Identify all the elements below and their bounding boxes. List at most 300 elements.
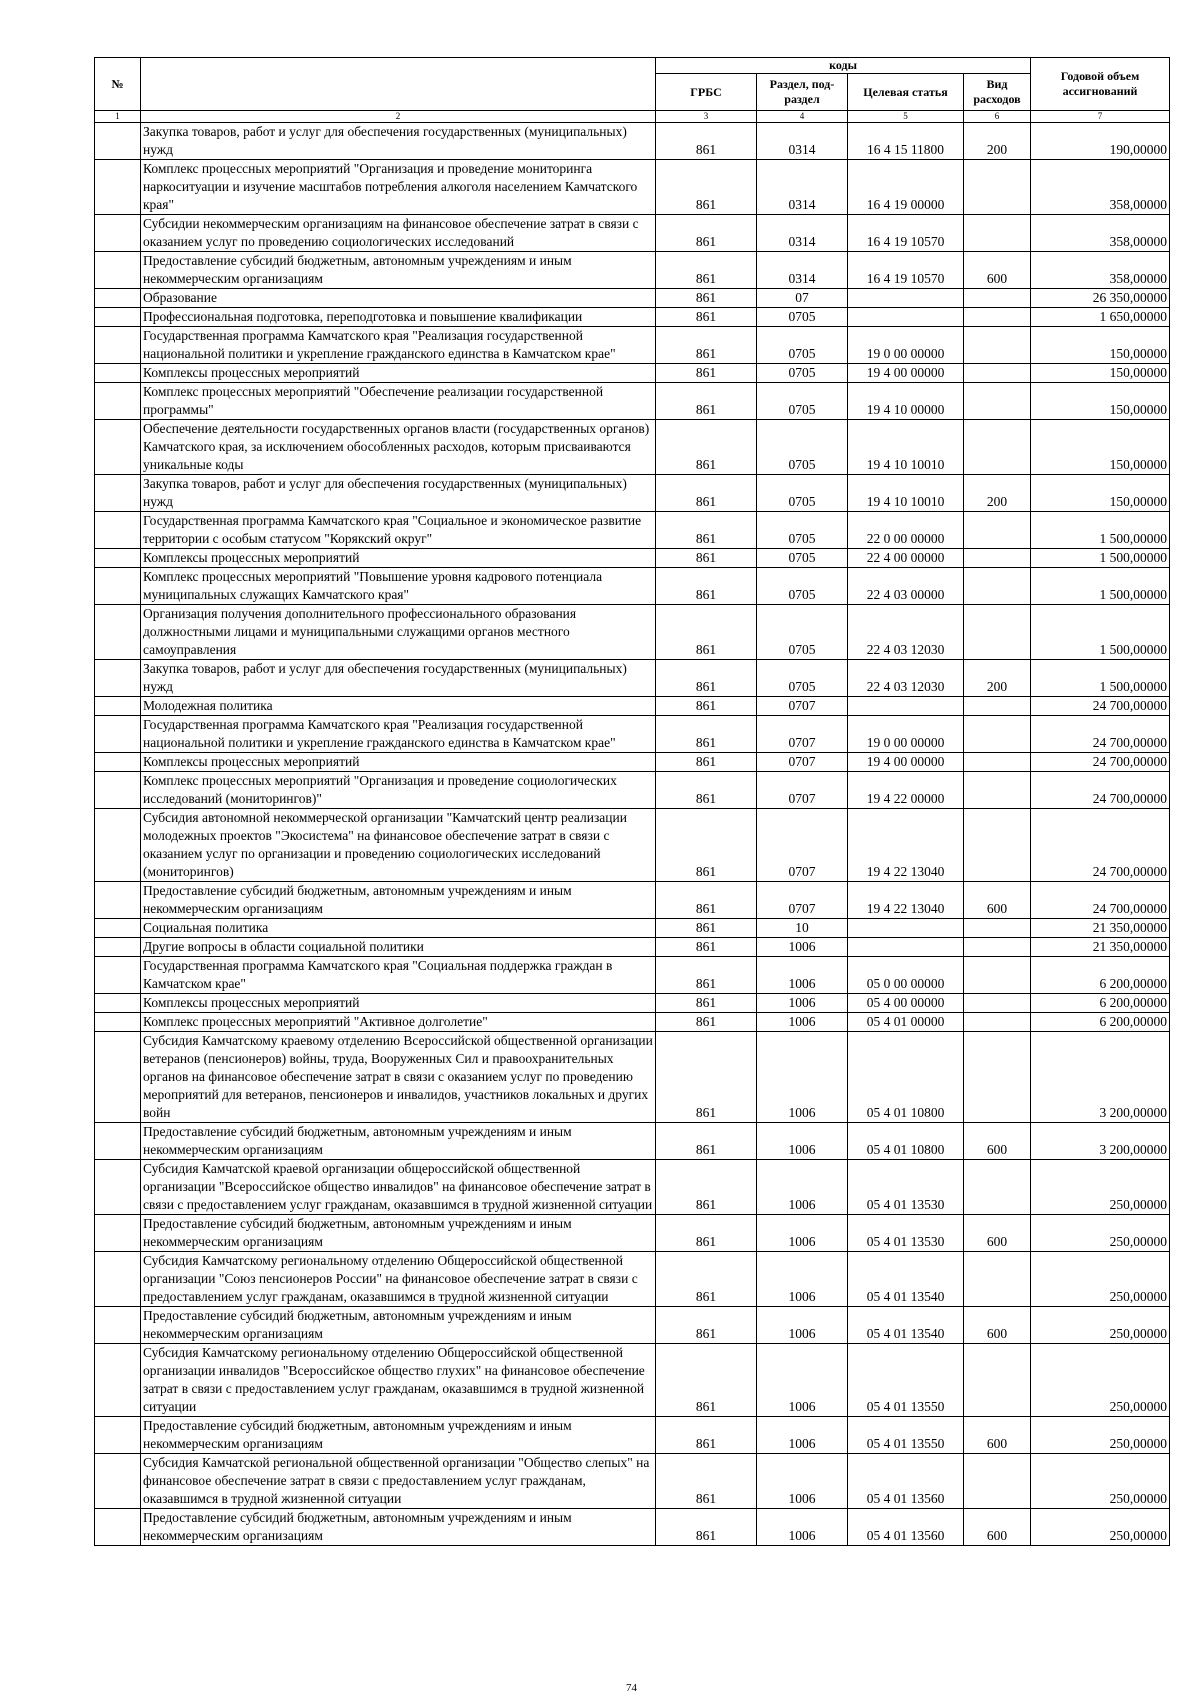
section-cell: 1006 — [757, 1509, 848, 1546]
table-row — [95, 1454, 1170, 1509]
expense-name-cell: Субсидии некоммерческим организациям на финансовое обеспечение затрат в связи с оказанием услуг по проведению социологических исследований — [141, 215, 656, 252]
table-row — [95, 383, 1170, 420]
amount-cell: 150,00000 — [1031, 475, 1170, 512]
target-article-cell: 05 4 01 00000 — [848, 1013, 964, 1032]
amount-cell: 250,00000 — [1031, 1307, 1170, 1344]
amount-cell: 6 200,00000 — [1031, 994, 1170, 1013]
expense-type-cell: 200 — [964, 475, 1031, 512]
row-number-cell — [95, 994, 141, 1013]
row-number-cell — [95, 475, 141, 512]
expense-type-cell — [964, 919, 1031, 938]
amount-cell: 24 700,00000 — [1031, 697, 1170, 716]
section-cell: 0705 — [757, 383, 848, 420]
row-number-cell — [95, 327, 141, 364]
target-article-cell: 05 4 01 13540 — [848, 1252, 964, 1307]
grbs-cell: 861 — [656, 160, 757, 215]
amount-cell: 1 500,00000 — [1031, 549, 1170, 568]
grbs-cell: 861 — [656, 772, 757, 809]
grbs-cell: 861 — [656, 605, 757, 660]
expense-name-cell: Субсидия Камчатскому региональному отделению Общероссийской общественной организации "Союз пенсионеров России" на финансовое обеспечение затрат в связи с предоставлением услуг гражданам, оказавшимся в трудной жизненной ситуации — [141, 1252, 656, 1307]
amount-cell: 1 500,00000 — [1031, 605, 1170, 660]
section-cell: 1006 — [757, 1252, 848, 1307]
section-cell: 0707 — [757, 809, 848, 882]
grbs-cell: 861 — [656, 568, 757, 605]
target-article-cell: 05 0 00 00000 — [848, 957, 964, 994]
table-row — [95, 568, 1170, 605]
table-row — [95, 1032, 1170, 1123]
row-number-cell — [95, 568, 141, 605]
expense-type-cell — [964, 697, 1031, 716]
target-article-cell: 19 4 00 00000 — [848, 364, 964, 383]
row-number-cell — [95, 697, 141, 716]
table-row — [95, 160, 1170, 215]
row-number-cell — [95, 1344, 141, 1417]
target-article-cell: 19 4 22 00000 — [848, 772, 964, 809]
amount-cell: 1 500,00000 — [1031, 568, 1170, 605]
expense-name-cell: Государственная программа Камчатского края "Реализация государственной национальной политики и укрепление гражданского единства в Камчатском крае" — [141, 716, 656, 753]
grbs-cell: 861 — [656, 215, 757, 252]
section-cell: 0705 — [757, 327, 848, 364]
section-cell: 0314 — [757, 123, 848, 160]
expense-type-cell — [964, 160, 1031, 215]
expense-type-cell — [964, 512, 1031, 549]
grbs-cell: 861 — [656, 716, 757, 753]
target-article-cell: 22 4 03 12030 — [848, 660, 964, 697]
expense-type-cell — [964, 1344, 1031, 1417]
expense-name-cell: Субсидия автономной некоммерческой организации "Камчатский центр реализации молодежных проектов "Экосистема" на финансовое обеспечение затрат в связи с оказанием услуг по организации и проведению социологических исследований (мониторингов) — [141, 809, 656, 882]
column-number: 4 — [757, 111, 848, 123]
expense-type-cell — [964, 308, 1031, 327]
amount-cell: 250,00000 — [1031, 1215, 1170, 1252]
amount-cell: 250,00000 — [1031, 1344, 1170, 1417]
table-row — [95, 512, 1170, 549]
amount-cell: 1 500,00000 — [1031, 512, 1170, 549]
table-row — [95, 215, 1170, 252]
row-number-cell — [95, 1032, 141, 1123]
grbs-cell: 861 — [656, 475, 757, 512]
expense-name-cell: Предоставление субсидий бюджетным, автономным учреждениям и иным некоммерческим организациям — [141, 1509, 656, 1546]
expense-name-cell: Комплекс процессных мероприятий "Обеспечение реализации государственной программы" — [141, 383, 656, 420]
row-number-cell — [95, 753, 141, 772]
section-cell: 1006 — [757, 1417, 848, 1454]
expense-name-cell: Предоставление субсидий бюджетным, автономным учреждениям и иным некоммерческим организациям — [141, 1307, 656, 1344]
expense-name-cell: Предоставление субсидий бюджетным, автономным учреждениям и иным некоммерческим организациям — [141, 1417, 656, 1454]
expense-type-cell — [964, 1454, 1031, 1509]
amount-cell: 1 500,00000 — [1031, 660, 1170, 697]
column-number: 7 — [1031, 111, 1170, 123]
amount-cell: 21 350,00000 — [1031, 938, 1170, 957]
section-cell: 1006 — [757, 1123, 848, 1160]
target-article-cell: 19 4 10 00000 — [848, 383, 964, 420]
amount-cell: 358,00000 — [1031, 160, 1170, 215]
target-article-cell: 22 4 00 00000 — [848, 549, 964, 568]
grbs-cell: 861 — [656, 420, 757, 475]
expense-name-cell: Государственная программа Камчатского края "Реализация государственной национальной политики и укрепление гражданского единства в Камчатском крае" — [141, 327, 656, 364]
expense-name-cell: Комплексы процессных мероприятий — [141, 364, 656, 383]
table-row — [95, 1417, 1170, 1454]
amount-cell: 26 350,00000 — [1031, 289, 1170, 308]
expense-name-cell: Субсидия Камчатскому региональному отделению Общероссийской общественной организации инвалидов "Всероссийское общество глухих" на финансовое обеспечение затрат в связи с предоставлением услуг гражданам, оказавшимся в трудной жизненной ситуации — [141, 1344, 656, 1417]
expense-name-cell: Социальная политика — [141, 919, 656, 938]
table-row — [95, 1013, 1170, 1032]
section-cell: 1006 — [757, 994, 848, 1013]
table-row — [95, 1160, 1170, 1215]
expense-name-cell: Предоставление субсидий бюджетным, автономным учреждениям и иным некоммерческим организациям — [141, 882, 656, 919]
page-number: 74 — [626, 1682, 637, 1694]
amount-cell: 21 350,00000 — [1031, 919, 1170, 938]
target-article-cell: 19 4 22 13040 — [848, 809, 964, 882]
target-article-cell — [848, 938, 964, 957]
target-article-cell: 05 4 01 10800 — [848, 1032, 964, 1123]
amount-cell: 6 200,00000 — [1031, 1013, 1170, 1032]
target-article-cell: 16 4 19 10570 — [848, 252, 964, 289]
grbs-cell: 861 — [656, 1215, 757, 1252]
amount-cell: 250,00000 — [1031, 1509, 1170, 1546]
expense-name-cell: Государственная программа Камчатского края "Социальное и экономическое развитие территории с особым статусом "Корякский округ" — [141, 512, 656, 549]
table-row — [95, 1509, 1170, 1546]
section-cell: 0314 — [757, 252, 848, 289]
section-cell: 1006 — [757, 1160, 848, 1215]
header-target-article: Целевая статья — [848, 74, 964, 111]
header-expense-type: Вид расходов — [964, 74, 1031, 111]
table-row — [95, 772, 1170, 809]
table-row — [95, 549, 1170, 568]
row-number-cell — [95, 716, 141, 753]
expense-name-cell: Обеспечение деятельности государственных органов власти (государственных органов) Камчатского края, за исключением обособленных расходов, которым присваиваются уникальные коды — [141, 420, 656, 475]
section-cell: 1006 — [757, 938, 848, 957]
row-number-cell — [95, 512, 141, 549]
target-article-cell — [848, 308, 964, 327]
expense-name-cell: Комплекс процессных мероприятий "Организация и проведение социологических исследований (мониторингов)" — [141, 772, 656, 809]
grbs-cell: 861 — [656, 994, 757, 1013]
row-number-cell — [95, 605, 141, 660]
amount-cell: 3 200,00000 — [1031, 1032, 1170, 1123]
column-number: 6 — [964, 111, 1031, 123]
target-article-cell: 19 4 22 13040 — [848, 882, 964, 919]
target-article-cell: 05 4 01 10800 — [848, 1123, 964, 1160]
amount-cell: 250,00000 — [1031, 1160, 1170, 1215]
table-row — [95, 1344, 1170, 1417]
table-body — [95, 123, 1170, 1546]
expense-name-cell: Другие вопросы в области социальной политики — [141, 938, 656, 957]
expense-type-cell: 600 — [964, 1307, 1031, 1344]
expense-type-cell — [964, 383, 1031, 420]
expense-name-cell: Организация получения дополнительного профессионального образования должностными лицами и муниципальными служащими органов местного самоуправления — [141, 605, 656, 660]
grbs-cell: 861 — [656, 809, 757, 882]
expense-name-cell: Закупка товаров, работ и услуг для обеспечения государственных (муниципальных) нужд — [141, 660, 656, 697]
budget-table — [94, 57, 1170, 1546]
amount-cell: 250,00000 — [1031, 1417, 1170, 1454]
target-article-cell — [848, 919, 964, 938]
expense-name-cell: Закупка товаров, работ и услуг для обеспечения государственных (муниципальных) нужд — [141, 475, 656, 512]
expense-type-cell — [964, 957, 1031, 994]
table-row — [95, 919, 1170, 938]
amount-cell: 24 700,00000 — [1031, 882, 1170, 919]
expense-type-cell: 600 — [964, 1509, 1031, 1546]
expense-name-cell: Комплекс процессных мероприятий "Организация и проведение мониторинга наркоситуации и изучение масштабов потребления алкоголя населением Камчатского края" — [141, 160, 656, 215]
header-codes: коды — [656, 58, 1031, 74]
expense-type-cell — [964, 772, 1031, 809]
target-article-cell: 22 4 03 12030 — [848, 605, 964, 660]
header-grbs: ГРБС — [656, 74, 757, 111]
section-cell: 1006 — [757, 1344, 848, 1417]
target-article-cell: 16 4 19 00000 — [848, 160, 964, 215]
table-row — [95, 364, 1170, 383]
expense-name-cell: Комплексы процессных мероприятий — [141, 549, 656, 568]
section-cell: 1006 — [757, 1307, 848, 1344]
header-row-codes — [95, 58, 1170, 74]
target-article-cell: 22 0 00 00000 — [848, 512, 964, 549]
amount-cell: 250,00000 — [1031, 1454, 1170, 1509]
grbs-cell: 861 — [656, 289, 757, 308]
grbs-cell: 861 — [656, 753, 757, 772]
grbs-cell: 861 — [656, 1123, 757, 1160]
target-article-cell: 05 4 01 13560 — [848, 1454, 964, 1509]
column-numbers-row — [95, 111, 1170, 123]
column-number: 2 — [141, 111, 656, 123]
row-number-cell — [95, 308, 141, 327]
amount-cell: 24 700,00000 — [1031, 772, 1170, 809]
expense-type-cell: 600 — [964, 1417, 1031, 1454]
target-article-cell — [848, 697, 964, 716]
expense-type-cell — [964, 1032, 1031, 1123]
row-number-cell — [95, 919, 141, 938]
expense-name-cell: Субсидия Камчатскому краевому отделению Всероссийской общественной организации ветеранов (пенсионеров) войны, труда, Вооруженных Сил и правоохранительных органов на финансовое обеспечение затрат в связи с оказанием услуг по проведению мероприятий для ветеранов, пенсионеров и инвалидов, участников локальных и других войн — [141, 1032, 656, 1123]
table-row — [95, 289, 1170, 308]
header-section: Раздел, под-раздел — [757, 74, 848, 111]
expense-name-cell: Государственная программа Камчатского края "Социальная поддержка граждан в Камчатском крае" — [141, 957, 656, 994]
section-cell: 0707 — [757, 697, 848, 716]
section-cell: 0707 — [757, 882, 848, 919]
amount-cell: 358,00000 — [1031, 252, 1170, 289]
table-row — [95, 605, 1170, 660]
grbs-cell: 861 — [656, 1344, 757, 1417]
expense-name-cell: Образование — [141, 289, 656, 308]
expense-type-cell — [964, 753, 1031, 772]
row-number-cell — [95, 215, 141, 252]
expense-type-cell — [964, 289, 1031, 308]
grbs-cell: 861 — [656, 697, 757, 716]
target-article-cell: 19 0 00 00000 — [848, 716, 964, 753]
amount-cell: 358,00000 — [1031, 215, 1170, 252]
section-cell: 1006 — [757, 1454, 848, 1509]
target-article-cell: 19 4 00 00000 — [848, 753, 964, 772]
table-row — [95, 327, 1170, 364]
table-row — [95, 697, 1170, 716]
expense-name-cell: Предоставление субсидий бюджетным, автономным учреждениям и иным некоммерческим организациям — [141, 1123, 656, 1160]
grbs-cell: 861 — [656, 882, 757, 919]
row-number-cell — [95, 809, 141, 882]
row-number-cell — [95, 289, 141, 308]
section-cell: 0705 — [757, 660, 848, 697]
expense-name-cell: Профессиональная подготовка, переподготовка и повышение квалификации — [141, 308, 656, 327]
expense-type-cell: 600 — [964, 1123, 1031, 1160]
expense-type-cell — [964, 1252, 1031, 1307]
grbs-cell: 861 — [656, 919, 757, 938]
grbs-cell: 861 — [656, 308, 757, 327]
header-number: № — [95, 58, 141, 111]
row-number-cell — [95, 549, 141, 568]
expense-name-cell: Субсидия Камчатской краевой организации общероссийской общественной организации "Всероссийское общество инвалидов" на финансовое обеспечение затрат в связи с предоставлением услуг гражданам, оказавшимся в трудной жизненной ситуации — [141, 1160, 656, 1215]
row-number-cell — [95, 882, 141, 919]
section-cell: 0314 — [757, 160, 848, 215]
grbs-cell: 861 — [656, 252, 757, 289]
section-cell: 10 — [757, 919, 848, 938]
expense-name-cell: Комплекс процессных мероприятий "Повышение уровня кадрового потенциала муниципальных служащих Камчатского края" — [141, 568, 656, 605]
expense-type-cell — [964, 716, 1031, 753]
expense-name-cell: Молодежная политика — [141, 697, 656, 716]
section-cell: 0705 — [757, 308, 848, 327]
row-number-cell — [95, 772, 141, 809]
expense-name-cell: Предоставление субсидий бюджетным, автономным учреждениям и иным некоммерческим организациям — [141, 1215, 656, 1252]
row-number-cell — [95, 420, 141, 475]
expense-type-cell — [964, 1160, 1031, 1215]
target-article-cell — [848, 289, 964, 308]
section-cell: 1006 — [757, 1215, 848, 1252]
expense-type-cell — [964, 364, 1031, 383]
section-cell: 0705 — [757, 568, 848, 605]
expense-type-cell — [964, 809, 1031, 882]
expense-type-cell — [964, 549, 1031, 568]
grbs-cell: 861 — [656, 327, 757, 364]
grbs-cell: 861 — [656, 549, 757, 568]
column-number: 5 — [848, 111, 964, 123]
section-cell: 0707 — [757, 716, 848, 753]
amount-cell: 150,00000 — [1031, 364, 1170, 383]
row-number-cell — [95, 252, 141, 289]
section-cell: 0314 — [757, 215, 848, 252]
expense-name-cell: Комплекс процессных мероприятий "Активное долголетие" — [141, 1013, 656, 1032]
row-number-cell — [95, 1160, 141, 1215]
table-row — [95, 475, 1170, 512]
expense-type-cell — [964, 938, 1031, 957]
target-article-cell: 16 4 15 11800 — [848, 123, 964, 160]
section-cell: 0705 — [757, 512, 848, 549]
expense-type-cell: 200 — [964, 660, 1031, 697]
row-number-cell — [95, 1252, 141, 1307]
row-number-cell — [95, 957, 141, 994]
row-number-cell — [95, 1417, 141, 1454]
grbs-cell: 861 — [656, 938, 757, 957]
header-amount: Годовой объем ассигнований — [1031, 58, 1170, 111]
section-cell: 0705 — [757, 605, 848, 660]
table-row — [95, 123, 1170, 160]
section-cell: 1006 — [757, 957, 848, 994]
row-number-cell — [95, 123, 141, 160]
target-article-cell: 19 4 10 10010 — [848, 475, 964, 512]
table-row — [95, 420, 1170, 475]
expense-type-cell — [964, 994, 1031, 1013]
expense-type-cell: 600 — [964, 1215, 1031, 1252]
expense-type-cell — [964, 1013, 1031, 1032]
header-name — [141, 58, 656, 111]
amount-cell: 150,00000 — [1031, 420, 1170, 475]
amount-cell: 24 700,00000 — [1031, 809, 1170, 882]
section-cell: 0707 — [757, 772, 848, 809]
target-article-cell: 05 4 01 13550 — [848, 1344, 964, 1417]
grbs-cell: 861 — [656, 1252, 757, 1307]
table-row — [95, 1215, 1170, 1252]
grbs-cell: 861 — [656, 383, 757, 420]
table-row — [95, 1252, 1170, 1307]
section-cell: 07 — [757, 289, 848, 308]
grbs-cell: 861 — [656, 1013, 757, 1032]
grbs-cell: 861 — [656, 1032, 757, 1123]
grbs-cell: 861 — [656, 1509, 757, 1546]
row-number-cell — [95, 1509, 141, 1546]
table-row — [95, 660, 1170, 697]
target-article-cell: 22 4 03 00000 — [848, 568, 964, 605]
target-article-cell: 19 4 10 10010 — [848, 420, 964, 475]
section-cell: 0707 — [757, 753, 848, 772]
row-number-cell — [95, 1013, 141, 1032]
expense-name-cell: Комплексы процессных мероприятий — [141, 994, 656, 1013]
table-row — [95, 753, 1170, 772]
column-number: 1 — [95, 111, 141, 123]
column-number: 3 — [656, 111, 757, 123]
row-number-cell — [95, 383, 141, 420]
target-article-cell: 05 4 01 13560 — [848, 1509, 964, 1546]
amount-cell: 1 650,00000 — [1031, 308, 1170, 327]
grbs-cell: 861 — [656, 123, 757, 160]
table-row — [95, 252, 1170, 289]
table-row — [95, 1307, 1170, 1344]
table-row — [95, 994, 1170, 1013]
amount-cell: 150,00000 — [1031, 383, 1170, 420]
row-number-cell — [95, 938, 141, 957]
grbs-cell: 861 — [656, 660, 757, 697]
target-article-cell: 05 4 00 00000 — [848, 994, 964, 1013]
expense-name-cell: Предоставление субсидий бюджетным, автономным учреждениям и иным некоммерческим организациям — [141, 252, 656, 289]
table-row — [95, 716, 1170, 753]
expense-type-cell: 600 — [964, 882, 1031, 919]
grbs-cell: 861 — [656, 1307, 757, 1344]
grbs-cell: 861 — [656, 957, 757, 994]
expense-type-cell — [964, 215, 1031, 252]
amount-cell: 24 700,00000 — [1031, 753, 1170, 772]
amount-cell: 24 700,00000 — [1031, 716, 1170, 753]
row-number-cell — [95, 364, 141, 383]
target-article-cell: 16 4 19 10570 — [848, 215, 964, 252]
table-row — [95, 809, 1170, 882]
target-article-cell: 19 0 00 00000 — [848, 327, 964, 364]
table-row — [95, 957, 1170, 994]
expense-type-cell — [964, 327, 1031, 364]
target-article-cell: 05 4 01 13530 — [848, 1215, 964, 1252]
table-row — [95, 308, 1170, 327]
section-cell: 1006 — [757, 1013, 848, 1032]
row-number-cell — [95, 1215, 141, 1252]
row-number-cell — [95, 160, 141, 215]
table-row — [95, 1123, 1170, 1160]
grbs-cell: 861 — [656, 1160, 757, 1215]
expense-type-cell: 600 — [964, 252, 1031, 289]
table-row — [95, 882, 1170, 919]
grbs-cell: 861 — [656, 512, 757, 549]
amount-cell: 190,00000 — [1031, 123, 1170, 160]
row-number-cell — [95, 1307, 141, 1344]
amount-cell: 3 200,00000 — [1031, 1123, 1170, 1160]
section-cell: 0705 — [757, 420, 848, 475]
section-cell: 0705 — [757, 549, 848, 568]
amount-cell: 250,00000 — [1031, 1252, 1170, 1307]
grbs-cell: 861 — [656, 364, 757, 383]
expense-type-cell — [964, 568, 1031, 605]
row-number-cell — [95, 1123, 141, 1160]
expense-name-cell: Закупка товаров, работ и услуг для обеспечения государственных (муниципальных) нужд — [141, 123, 656, 160]
target-article-cell: 05 4 01 13550 — [848, 1417, 964, 1454]
grbs-cell: 861 — [656, 1454, 757, 1509]
